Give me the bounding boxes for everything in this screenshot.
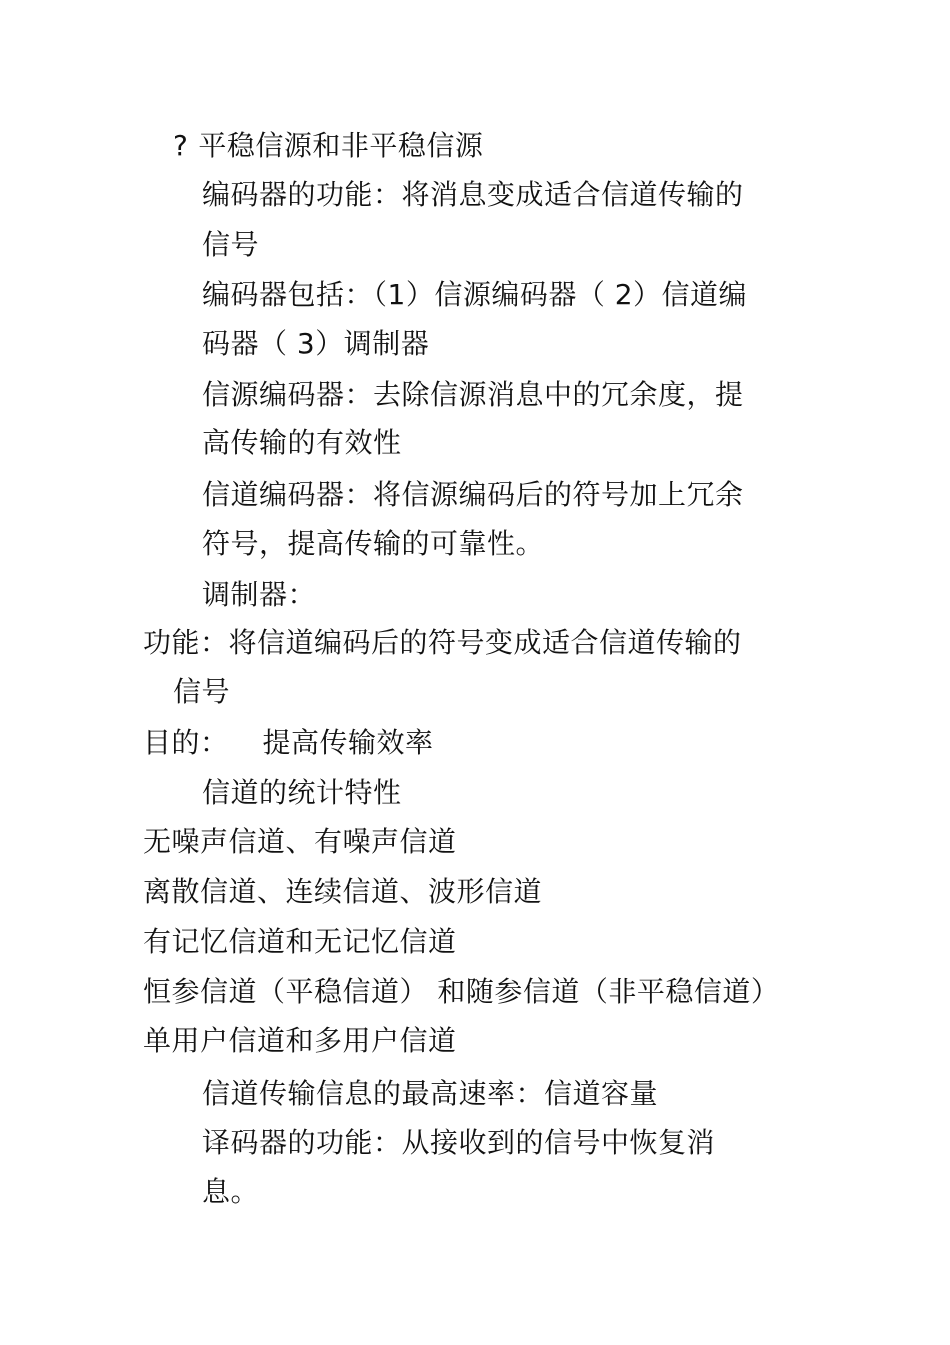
text-encoder-function: 编码器的功能：将消息变成适合信道传输的 <box>202 178 744 211</box>
text-source-encoder: 信源编码器：去除信源消息中的冗余度，提 <box>202 378 744 411</box>
text-memory-channels: 有记忆信道和无记忆信道 <box>143 925 457 958</box>
text-modulator-function: 功能：将信道编码后的符号变成适合信道传输的 <box>143 626 742 659</box>
text-encoder-function-cont: 信号 <box>202 228 260 261</box>
text-stationary-source: 平稳信源和非平稳信源 <box>198 129 484 162</box>
text-constant-parameter-channels: 恒参信道（平稳信道） 和随参信道（非平稳信道） <box>143 975 780 1008</box>
text-channel-encoder-cont: 符号，提高传输的可靠性。 <box>202 527 545 560</box>
text-user-channels: 单用户信道和多用户信道 <box>143 1024 457 1057</box>
purpose-label: 目的： <box>143 726 229 759</box>
purpose-value: 提高传输效率 <box>262 726 434 759</box>
question-mark-bullet: ? <box>173 129 189 162</box>
bullet-line-stationary-source <box>173 128 483 164</box>
text-discrete-channels: 离散信道、连续信道、波形信道 <box>143 875 543 908</box>
text-source-encoder-cont: 高传输的有效性 <box>202 426 402 459</box>
text-channel-capacity: 信道传输信息的最高速率：信道容量 <box>202 1077 659 1110</box>
text-modulator: 调制器： <box>202 578 317 611</box>
text-channel-encoder: 信道编码器：将信源编码后的符号加上冗余 <box>202 478 744 511</box>
text-decoder-function-cont: 息。 <box>202 1175 260 1208</box>
purpose-line <box>143 725 434 761</box>
text-channel-statistics: 信道的统计特性 <box>202 776 402 809</box>
text-decoder-function: 译码器的功能：从接收到的信号中恢复消 <box>202 1126 716 1159</box>
text-modulator-function-cont: 信号 <box>173 675 231 708</box>
text-encoder-includes: 编码器包括：（1）信源编码器（ 2）信道编 <box>202 278 748 311</box>
text-noise-channels: 无噪声信道、有噪声信道 <box>143 825 457 858</box>
text-encoder-includes-cont: 码器（ 3）调制器 <box>202 327 430 360</box>
